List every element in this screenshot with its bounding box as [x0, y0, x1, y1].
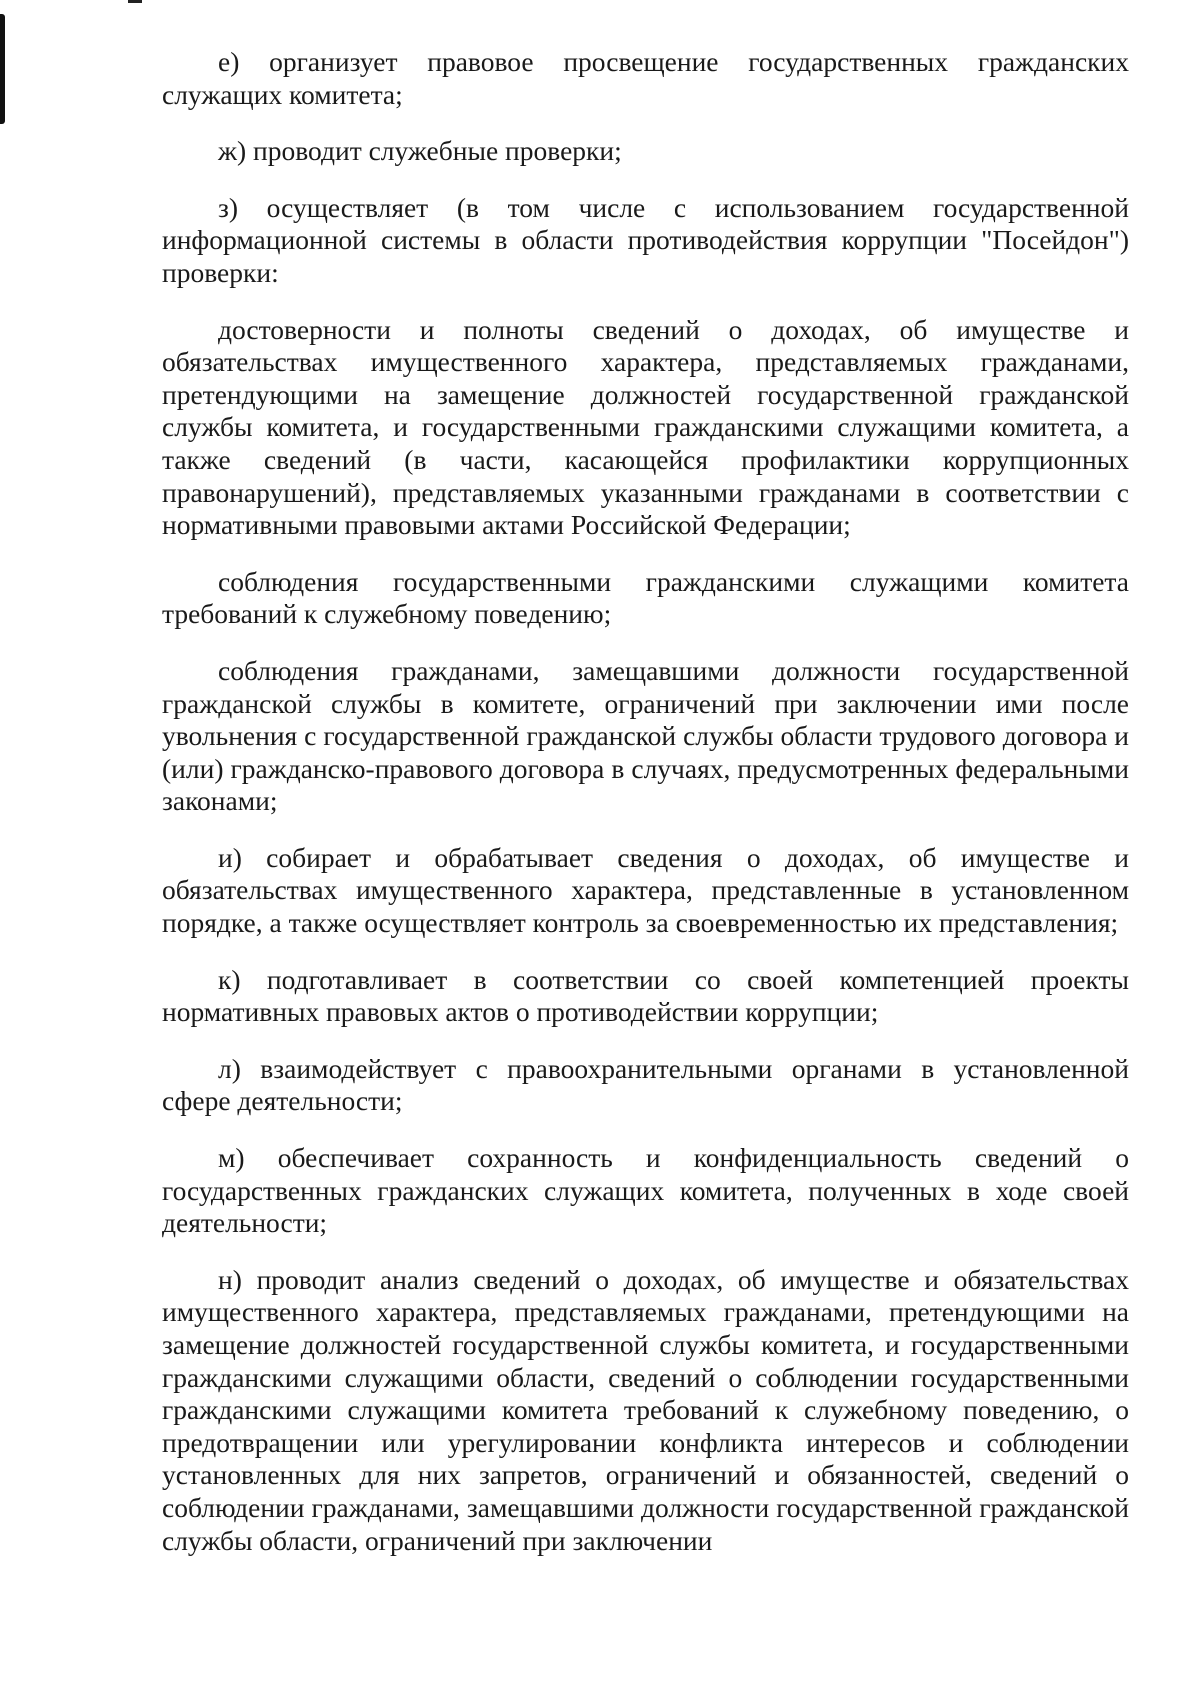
paragraph-l: л) взаимодействует с правоохранительными органами в установленной сфере деятельности; [162, 1052, 1129, 1117]
paragraph-e: е) организует правовое просвещение государственных гражданских служащих комитета; [162, 46, 1129, 110]
paragraph-i: и) собирает и обрабатывает сведения о доходах, об имуществе и обязательствах имущественного характера, представленные в установленном порядке, а также осуществляет контроль за своевременностью их представления; [162, 841, 1129, 939]
scan-edge-mark [128, 0, 142, 3]
paragraph-z-former-employees: соблюдения гражданами, замещавшими должности государственной гражданской службы в комитете, ограничений при заключении ими после увольнения с государственной гражданской службы области трудового договора и (или) гражданско-правового договора в случаях, предусмотренных федеральными законами; [162, 654, 1129, 817]
scan-binding-mark [0, 14, 5, 124]
paragraph-m: м) обеспечивает сохранность и конфиденциальность сведений о государственных гражданских служащих комитета, полученных в ходе своей деятельности; [162, 1142, 1129, 1239]
paragraph-zh: ж) проводит служебные проверки; [218, 135, 622, 167]
paragraph-k: к) подготавливает в соответствии со своей компетенцией проекты нормативных правовых актов о противодействии коррупции; [162, 963, 1129, 1028]
paragraph-z-reliability: достоверности и полноты сведений о доходах, об имуществе и обязательствах имущественного характера, представляемых гражданами, претендующими на замещение должностей государственной гражданской службы комитета, и государственными гражданскими служащими комитета, а также сведений (в части, касающейся профилактики коррупционных правонарушений), представляемых указанными гражданами в соответствии с нормативными правовыми актами Российской Федерации; [162, 313, 1129, 541]
paragraph-n: н) проводит анализ сведений о доходах, об имуществе и обязательствах имущественного характера, представляемых гражданами, претендующими на замещение должностей государственной службы комитета, и государственными гражданскими служащими области, сведений о соблюдении государственными гражданскими служащими комитета требований к служебному поведению, о предотвращении или урегулировании конфликта интересов и соблюдении установленных для них запретов, ограничений и обязанностей, сведений о соблюдении гражданами, замещавшими должности государственной гражданской службы области, ограничений при заключении [162, 1263, 1129, 1556]
paragraph-z-conduct: соблюдения государственными гражданскими служащими комитета требований к служебному поведению; [162, 565, 1129, 630]
document-body [162, 46, 1129, 1581]
paragraph-z: з) осуществляет (в том числе с использованием государственной информационной системы в области противодействия коррупции "Посейдон") проверки: [162, 191, 1129, 288]
